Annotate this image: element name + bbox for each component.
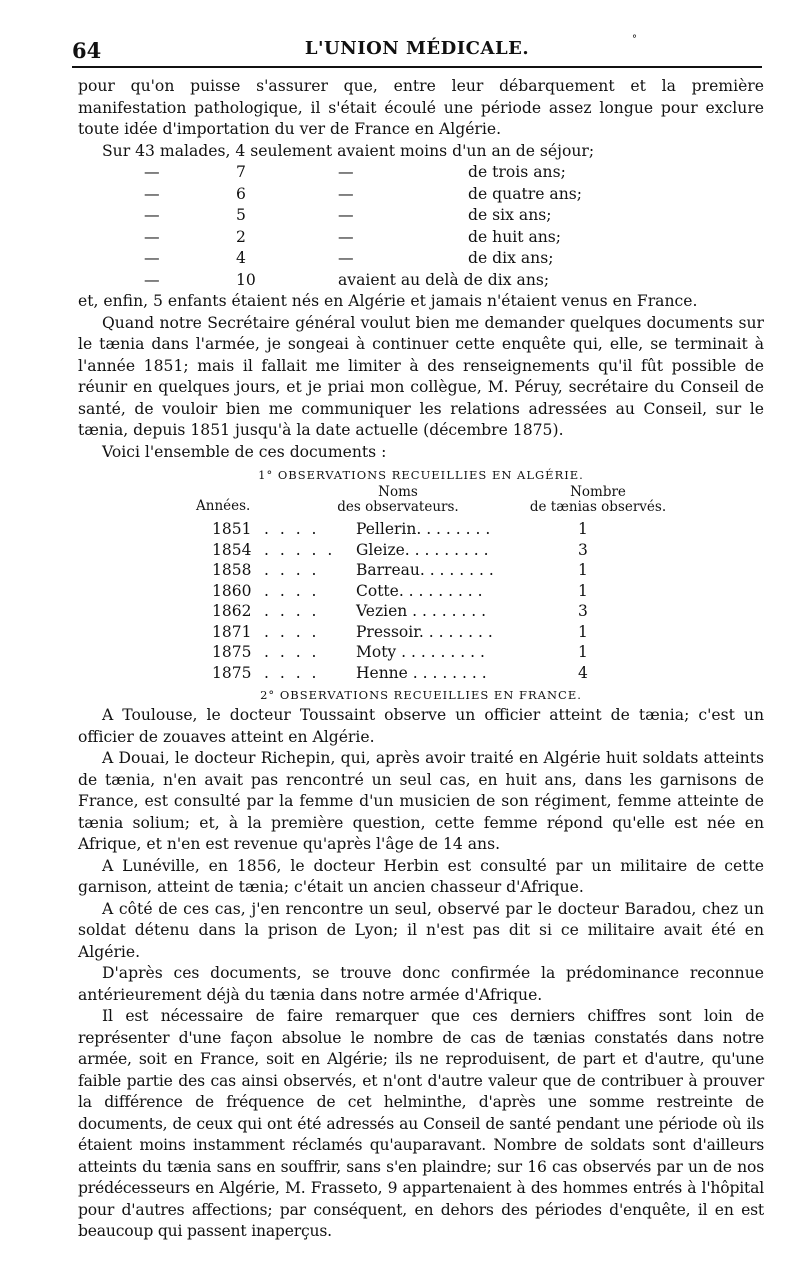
paragraph-continuation: pour qu'on puisse s'assurer que, entre leur débarquement et la première manifestation pathologique, il s'était écoulé une période assez longue pour exclure toute idée d'importation du ver de France en Algérie. [78,77,764,138]
cell-leader: . . . . . [264,540,336,559]
cell-count: 3 [578,540,588,559]
cell-year: 1860 [212,581,252,600]
cell-leader: . . . . [264,643,320,661]
paragraph-voici: Voici l'ensemble de ces documents : [102,442,387,461]
cell-count: 4 [578,663,588,682]
table-row [78,581,764,602]
column-header-nombre-line1: Nombre [570,484,626,500]
paragraph-remarque: Il est nécessaire de faire remarquer que ces derniers chiffres sont loin de représenter d'une façon absolue le nombre de cas de tænias constatés dans notre armée, soit en France, soit en Algérie; ils ne reproduisent, de part et d'autre, qu'une faible partie des cas ainsi observés, et n'ont d'autre valeur que de contribuer à prouver la différence de fréquence de cet helminthe, d'après une somme restreinte de documents, de ceux qui ont été adressés au Conseil de santé pendant une période où ils étaient moins instamment réclamés qu'auparavant. Nombre de soldats sont d'ailleurs atteints du tænia sans en souffrir, sans s'en plaindre; sur 16 cas observés par un de nos prédécesseurs en Algérie, M. Frasseto, 9 appartenaient à des hommes entrés à l'hôpital pour d'autres affections; par conséquent, en dehors des périodes d'enquête, il en est beaucoup qui passent inaperçus. [78,1007,764,1240]
stats-row [78,184,764,206]
page-body [78,76,764,1243]
cell-observer: Gleize. . . . . . . . . [356,540,489,559]
stats-count: 4 [236,249,246,267]
stats-dash: — [338,249,354,267]
cell-observer: Barreau. . . . . . . . [356,561,494,579]
cell-count: 1 [578,643,588,661]
stats-dash: — [144,206,160,224]
stats-dash: — [338,206,354,224]
cell-count: 1 [578,561,588,579]
column-header-noms [328,485,468,515]
table-row [78,622,764,643]
paragraph-enquete: Quand notre Secrétaire général voulut bien me demander quelques documents sur le tænia dans l'armée, je songeai à continuer cette enquête qui, elle, se terminait à l'année 1851; mais il fallait me limiter à des renseignements qu'il fût possible de réunir en quelques jours, et je priai mon collègue, M. Péruy, secrétaire du Conseil de santé, de vouloir bien me communiquer les relations adressées au Conseil, sur le tænia, depuis 1851 jusqu'à la date actuelle (décembre 1875). [78,313,764,439]
cell-leader: . . . . [264,581,320,600]
page-number: 64 [72,38,102,63]
cell-year: 1871 [212,622,252,641]
paragraph-luneville: A Lunéville, en 1856, le docteur Herbin est consulté par un militaire de cette garnison, atteint de tænia; c'était un ancien chasseur d'Afrique. [78,856,764,896]
cell-leader: . . . . [264,663,320,682]
cell-count: 1 [578,622,588,641]
cell-leader: . . . . [264,622,320,641]
column-header-nombre-line2: de tænias observés. [529,499,667,515]
journal-title: L'UNION MÉDICALE. [304,38,530,59]
stats-count: 7 [236,163,246,181]
stats-row [78,248,764,270]
stats-dash: — [144,249,160,267]
stats-dash: — [338,163,354,181]
cell-count: 3 [578,602,588,620]
column-header-nombre [508,485,688,515]
section-heading-algerie: 1° OBSERVATIONS RECUEILLIES EN ALGÉRIE. [258,468,584,482]
cell-year: 1875 [212,643,252,661]
cell-observer: Vezien . . . . . . . . [356,602,487,620]
stats-duration: de dix ans; [468,249,554,267]
paragraph-douai: A Douai, le docteur Richepin, qui, après avoir traité en Algérie huit soldats atteints de tænia, n'en avait pas rencontré un seul cas, en huit ans, dans les garnisons de France, est consulté par la femme d'un musicien de son régiment, femme atteinte de tænia solium; et, à la première question, cette femme répond qu'elle est née en Afrique, et n'en est revenue qu'après l'âge de 14 ans. [78,749,764,853]
stats-intro: Sur 43 malades, 4 seulement avaient moins d'un an de séjour; [102,141,595,160]
stats-duration: de quatre ans; [468,184,582,203]
cell-leader: . . . . [264,602,320,620]
cell-leader: . . . . [264,520,320,538]
stats-duration: de six ans; [468,206,552,224]
stats-count: 2 [236,227,246,246]
stats-dash: — [144,227,160,246]
stats-dash: — [144,270,160,289]
stats-duration: avaient au delà de dix ans; [338,270,550,289]
cell-observer: Cotte. . . . . . . . . [356,581,483,600]
column-header-noms-line1: Noms [378,484,418,500]
cell-year: 1854 [212,540,252,559]
stats-duration: de trois ans; [468,163,566,181]
stats-row [78,205,764,227]
table-row [78,642,764,663]
stats-row [78,162,764,184]
table-header [78,485,764,519]
cell-observer: Moty . . . . . . . . . [356,643,485,661]
stats-count: 10 [236,270,256,289]
paragraph-lyon: A côté de ces cas, j'en rencontre un seul, observé par le docteur Baradou, chez un soldat détenu dans la prison de Lyon; il n'est pas dit si ce militaire avait été en Algérie. [78,899,764,961]
cell-observer: Pressoir. . . . . . . . [356,622,493,641]
cell-year: 1851 [212,520,252,538]
stats-row [78,227,764,249]
cell-count: 1 [578,581,588,600]
paragraph-predominance: D'après ces documents, se trouve donc confirmée la prédominance reconnue antérieurement déjà du tænia dans notre armée d'Afrique. [78,964,764,1004]
table-row [78,519,764,540]
stats-dash: — [144,184,160,203]
table-row [78,540,764,561]
stats-count: 6 [236,184,246,203]
paragraph-toulouse: A Toulouse, le docteur Toussaint observe un officier atteint de tænia; c'est un officier de zouaves atteint en Algérie. [78,706,764,746]
residence-statistics [78,141,764,313]
column-header-noms-line2: des observateurs. [337,499,459,515]
section-heading-france: 2° OBSERVATIONS RECUEILLIES EN FRANCE. [260,688,582,702]
stats-dash: — [144,163,160,181]
table-row [78,663,764,684]
cell-observer: Henne . . . . . . . . [356,663,487,682]
cell-year: 1862 [212,602,252,620]
cell-leader: . . . . [264,561,320,579]
stats-row-last [78,270,764,292]
table-row [78,601,764,622]
cell-year: 1875 [212,663,252,682]
stats-dash: — [338,227,354,246]
stats-closing: et, enfin, 5 enfants étaient nés en Algérie et jamais n'étaient venus en France. [78,292,698,310]
margin-mark: ° [632,34,637,45]
observations-table [78,485,764,683]
stats-dash: — [338,184,354,203]
cell-count: 1 [578,520,588,538]
cell-observer: Pellerin. . . . . . . . [356,520,491,538]
stats-count: 5 [236,206,246,224]
cell-year: 1858 [212,561,252,579]
table-row [78,560,764,581]
stats-duration: de huit ans; [468,227,562,246]
running-header [72,32,762,68]
column-header-annees: Années. [196,498,251,514]
